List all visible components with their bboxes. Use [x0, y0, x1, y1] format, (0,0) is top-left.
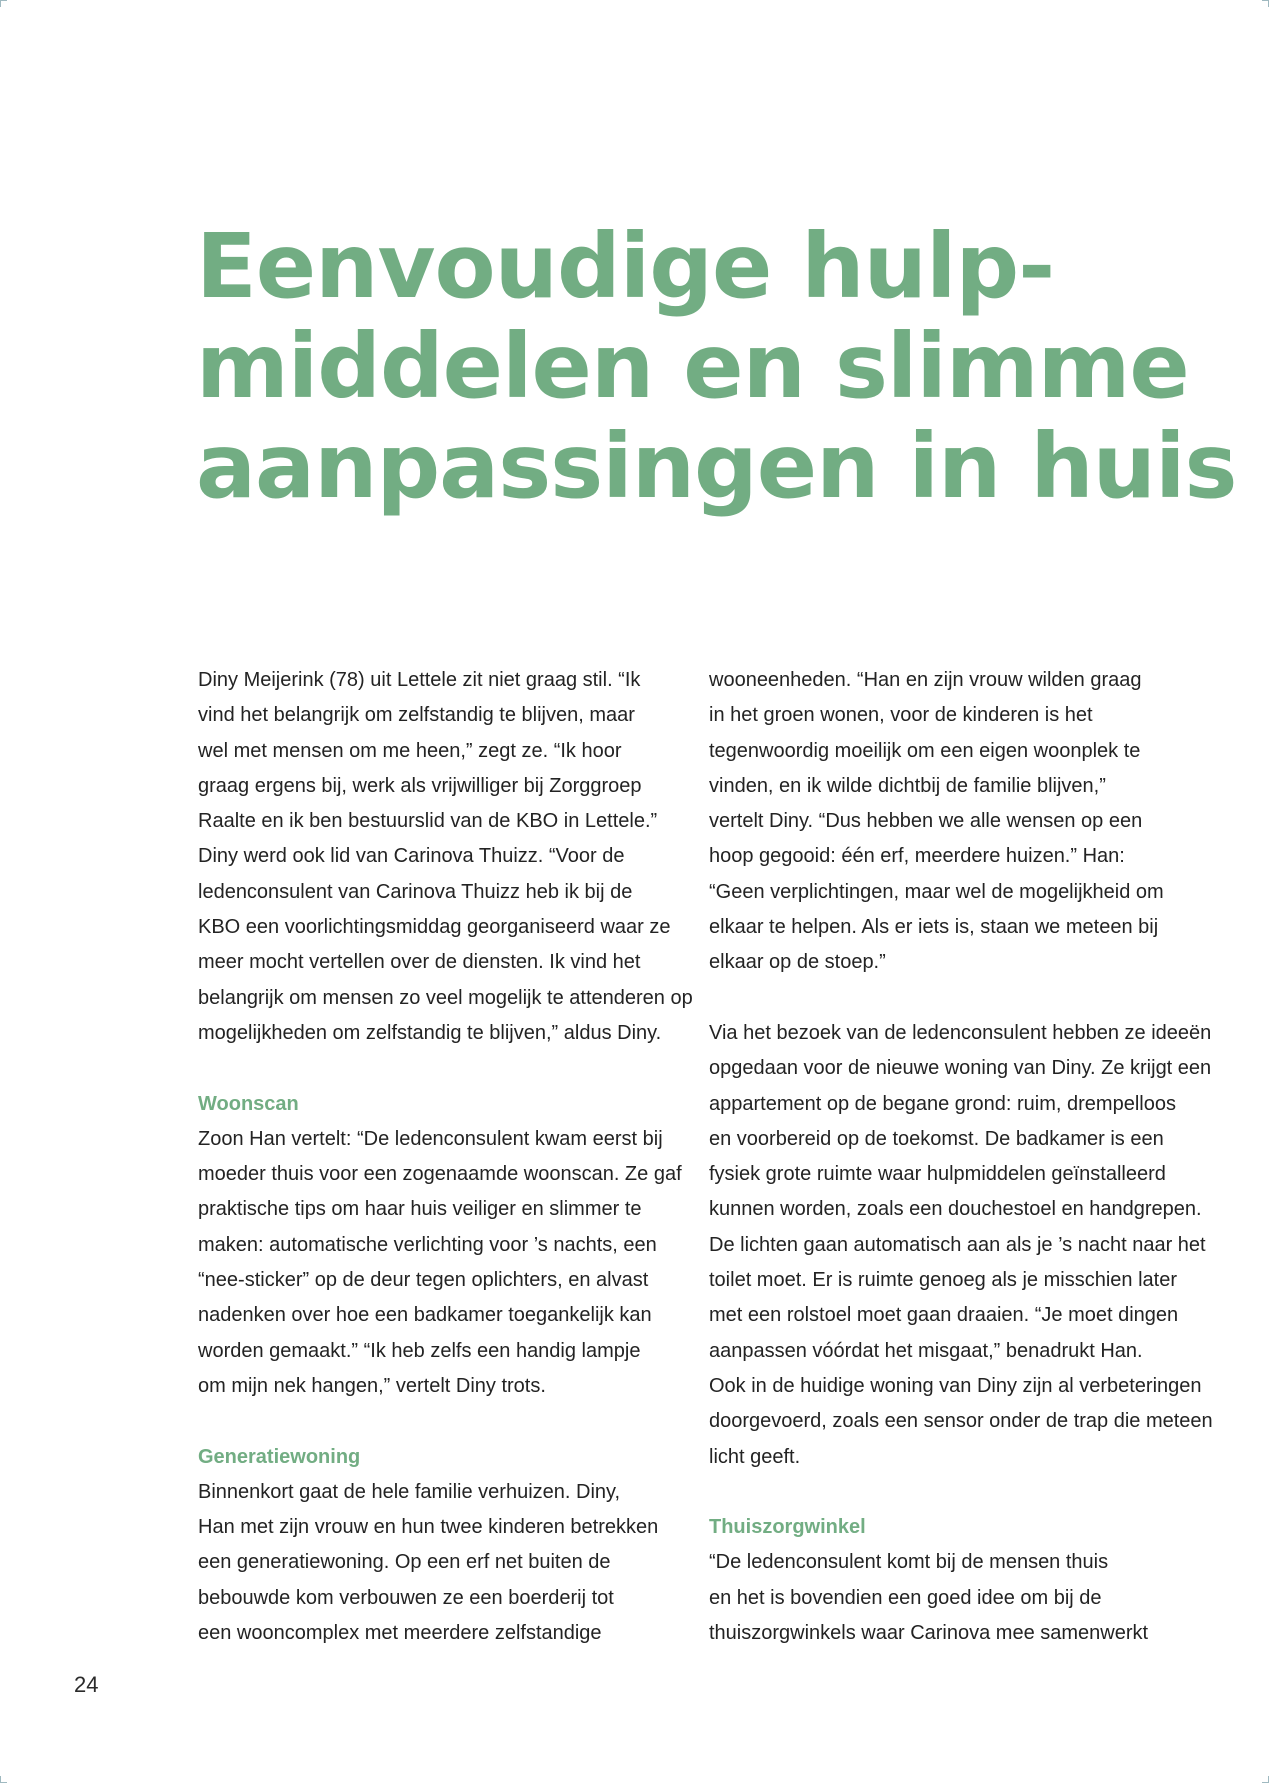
text-line: kunnen worden, zoals een douchestoel en handgrepen. — [709, 1198, 1202, 1221]
text-line: belangrijk om mensen zo veel mogelijk te attenderen op — [198, 986, 693, 1009]
text-line: elkaar te helpen. Als er iets is, staan we meteen bij — [709, 916, 1159, 939]
text-line: moeder thuis voor een zogenaamde woonscan. Ze gaf — [198, 1163, 682, 1186]
text-line: graag ergens bij, werk als vrijwilliger bij Zorggroep — [198, 774, 642, 797]
article-title — [196, 214, 1237, 518]
text-line: fysiek grote ruimte waar hulpmiddelen geïnstalleerd — [709, 1163, 1166, 1186]
text-line: Zoon Han vertelt: “De ledenconsulent kwam eerst bij — [198, 1127, 663, 1150]
paragraph-gap — [709, 1475, 1209, 1510]
text-line: bebouwde kom verbouwen ze een boerderij tot — [198, 1586, 614, 1609]
text-line: maken: automatische verlichting voor ’s nachts, een — [198, 1233, 657, 1256]
text-line: en het is bovendien een goed idee om bij de — [709, 1586, 1102, 1609]
paragraph-gap — [198, 1051, 698, 1086]
woonscan-paragraph — [198, 1122, 698, 1404]
text-line: “Geen verplichtingen, maar wel de mogelijkheid om — [709, 880, 1164, 903]
text-line: en voorbereid op de toekomst. De badkamer is een — [709, 1127, 1164, 1150]
text-line: Ook in de huidige woning van Diny zijn al verbeteringen — [709, 1374, 1202, 1397]
title-line: Eenvoudige hulp- — [196, 214, 1055, 318]
text-line: meer mocht vertellen over de diensten. Ik vind het — [198, 951, 641, 974]
text-line: praktische tips om haar huis veiliger en slimmer te — [198, 1198, 642, 1221]
text-line: wel met mensen om me heen,” zegt ze. “Ik hoor — [198, 739, 622, 762]
text-line: wooneenheden. “Han en zijn vrouw wilden graag — [709, 669, 1142, 691]
text-line: ledenconsulent van Carinova Thuizz heb ik bij de — [198, 880, 633, 903]
text-line: vinden, en ik wilde dichtbij de familie blijven,” — [709, 774, 1106, 797]
text-line: elkaar op de stoep.” — [709, 951, 886, 974]
text-line: tegenwoordig moeilijk om een eigen woonplek te — [709, 739, 1141, 762]
text-line: Via het bezoek van de ledenconsulent hebben ze ideeën — [709, 1021, 1212, 1044]
text-line: De lichten gaan automatisch aan als je ’s nacht naar het — [709, 1233, 1206, 1256]
title-line: aanpassingen in huis — [196, 414, 1237, 518]
intro-paragraph — [198, 663, 698, 1051]
section-heading-thuiszorgwinkel: Thuiszorgwinkel — [709, 1516, 866, 1539]
paragraph-gap — [198, 1404, 698, 1439]
text-line: hoop gegooid: één erf, meerdere huizen.” Han: — [709, 845, 1125, 868]
generatiewoning-paragraph — [198, 1475, 698, 1651]
left-column — [198, 663, 698, 1651]
text-line: nadenken over hoe een badkamer toegankelijk kan — [198, 1304, 652, 1327]
text-line: appartement op de begane grond: ruim, drempelloos — [709, 1092, 1176, 1115]
crop-mark-top-left — [0, 0, 7, 7]
text-line: KBO een voorlichtingsmiddag georganiseerd waar ze — [198, 916, 671, 939]
text-line: “De ledenconsulent komt bij de mensen thuis — [709, 1551, 1109, 1574]
right-column — [709, 663, 1213, 1651]
text-line: een wooncomplex met meerdere zelfstandige — [198, 1622, 602, 1645]
text-line: om mijn nek hangen,” vertelt Diny trots. — [198, 1374, 546, 1397]
crop-mark-top-right — [1262, 0, 1269, 7]
text-line: thuiszorgwinkels waar Carinova mee samenwerkt — [709, 1622, 1149, 1645]
text-line: Raalte en ik ben bestuurslid van de KBO in Lettele.” — [198, 810, 658, 833]
section-heading-generatiewoning: Generatiewoning — [198, 1445, 361, 1468]
text-line: Diny Meijerink (78) uit Lettele zit niet graag stil. “Ik — [198, 669, 641, 691]
new-home-paragraph — [709, 1016, 1213, 1475]
text-line: worden gemaakt.” “Ik heb zelfs een handig lampje — [198, 1339, 641, 1362]
continuation-paragraph — [709, 663, 1209, 981]
text-line: Han met zijn vrouw en hun twee kinderen betrekken — [198, 1516, 659, 1539]
section-heading-woonscan: Woonscan — [198, 1092, 299, 1115]
page-number: 24 — [74, 1672, 99, 1697]
text-line: Binnenkort gaat de hele familie verhuizen. Diny, — [198, 1480, 621, 1503]
text-line: licht geeft. — [709, 1445, 801, 1468]
text-line: “nee-sticker” op de deur tegen oplichters, en alvast — [198, 1269, 649, 1292]
text-line: vind het belangrijk om zelfstandig te blijven, maar — [198, 704, 635, 727]
thuiszorgwinkel-paragraph — [709, 1545, 1209, 1651]
text-line: opgedaan voor de nieuwe woning van Diny. Ze krijgt een — [709, 1057, 1212, 1080]
text-line: mogelijkheden om zelfstandig te blijven,” aldus Diny. — [198, 1021, 662, 1044]
crop-mark-bottom-left — [0, 1776, 7, 1783]
text-line: aanpassen vóórdat het misgaat,” benadrukt Han. — [709, 1339, 1143, 1362]
text-line: in het groen wonen, voor de kinderen is het — [709, 704, 1093, 727]
text-line: met een rolstoel moet gaan draaien. “Je moet dingen — [709, 1304, 1179, 1327]
text-line: een generatiewoning. Op een erf net buiten de — [198, 1551, 611, 1574]
text-line: doorgevoerd, zoals een sensor onder de trap die meteen — [709, 1410, 1213, 1433]
title-line: middelen en slimme — [196, 314, 1189, 418]
crop-mark-bottom-right — [1262, 1776, 1269, 1783]
text-line: toilet moet. Er is ruimte genoeg als je misschien later — [709, 1269, 1177, 1292]
text-line: Diny werd ook lid van Carinova Thuizz. “Voor de — [198, 845, 625, 868]
text-line: vertelt Diny. “Dus hebben we alle wensen op een — [709, 810, 1143, 833]
paragraph-gap — [709, 981, 1209, 1016]
